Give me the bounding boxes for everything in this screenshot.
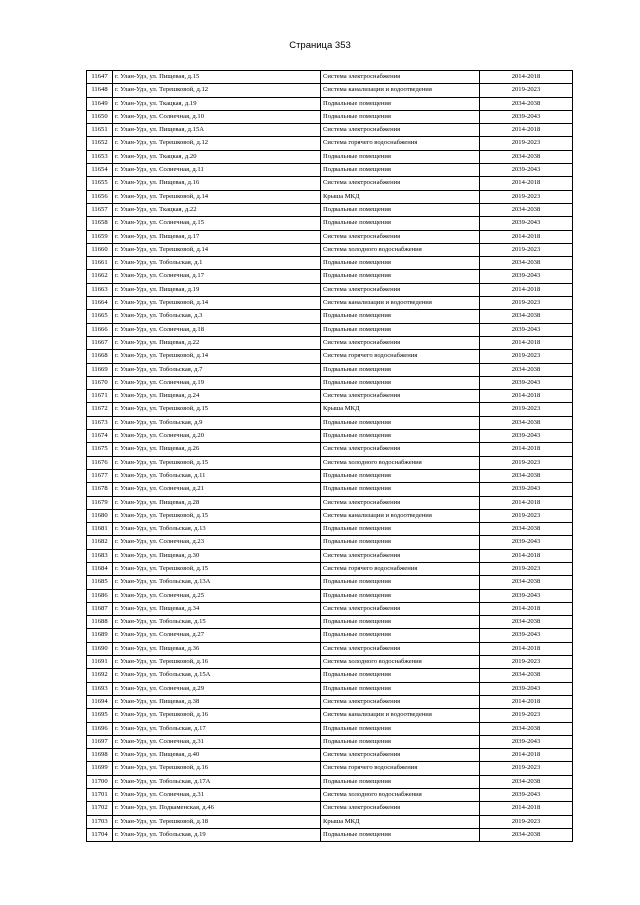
row-number-cell: 11648 [87,84,113,97]
address-cell: г. Улан-Удэ, ул. Пищевая, д.17 [113,230,321,243]
row-number-cell: 11659 [87,230,113,243]
row-number-cell: 11650 [87,110,113,123]
table-row [87,323,573,336]
system-cell: Система электроснабжения [321,71,480,84]
row-number-cell: 11652 [87,137,113,150]
system-cell: Подвальные помещения [321,523,480,536]
row-number-cell: 11685 [87,576,113,589]
table-row [87,403,573,416]
system-cell: Система холодного водоснабжения [321,656,480,669]
table-row [87,71,573,84]
table-row [87,642,573,655]
system-cell: Подвальные помещения [321,589,480,602]
system-cell: Подвальные помещения [321,616,480,629]
period-cell: 2014-2018 [480,283,573,296]
period-cell: 2034-2038 [480,363,573,376]
period-cell: 2039-2043 [480,682,573,695]
table-row [87,562,573,575]
address-cell: г. Улан-Удэ, ул. Ткацкая, д.19 [113,97,321,110]
table-row [87,709,573,722]
period-cell: 2034-2038 [480,616,573,629]
address-cell: г. Улан-Удэ, ул. Солнечная, д.31 [113,735,321,748]
table-row [87,656,573,669]
period-cell: 2039-2043 [480,483,573,496]
table-row [87,802,573,815]
row-number-cell: 11673 [87,416,113,429]
system-cell: Система электроснабжения [321,336,480,349]
address-cell: г. Улан-Удэ, ул. Солнечная, д.29 [113,682,321,695]
row-number-cell: 11674 [87,430,113,443]
address-cell: г. Улан-Удэ, ул. Пищевая, д.15А [113,124,321,137]
address-cell: г. Улан-Удэ, ул. Солнечная, д.27 [113,629,321,642]
row-number-cell: 11689 [87,629,113,642]
system-cell: Подвальные помещения [321,430,480,443]
row-number-cell: 11661 [87,257,113,270]
system-cell: Подвальные помещения [321,363,480,376]
system-cell: Подвальные помещения [321,576,480,589]
period-cell: 2019-2023 [480,456,573,469]
address-cell: г. Улан-Удэ, ул. Ткацкая, д.22 [113,203,321,216]
address-cell: г. Улан-Удэ, ул. Солнечная, д.15 [113,217,321,230]
system-cell: Крыша МКД [321,403,480,416]
system-cell: Система холодного водоснабжения [321,789,480,802]
period-cell: 2019-2023 [480,350,573,363]
row-number-cell: 11677 [87,469,113,482]
table-row [87,509,573,522]
system-cell: Система электроснабжения [321,230,480,243]
row-number-cell: 11678 [87,483,113,496]
table-row [87,682,573,695]
row-number-cell: 11654 [87,164,113,177]
system-cell: Подвальные помещения [321,217,480,230]
address-cell: г. Улан-Удэ, ул. Тобольская, д.15А [113,669,321,682]
period-cell: 2039-2043 [480,323,573,336]
period-cell: 2019-2023 [480,656,573,669]
row-number-cell: 11692 [87,669,113,682]
table-row [87,203,573,216]
table-row [87,523,573,536]
page-number-header: Страница 353 [289,40,351,51]
table-row [87,456,573,469]
system-cell: Система электроснабжения [321,749,480,762]
table-row [87,549,573,562]
row-number-cell: 11704 [87,828,113,841]
system-cell: Подвальные помещения [321,536,480,549]
table-row [87,828,573,841]
address-cell: г. Улан-Удэ, ул. Солнечная, д.23 [113,536,321,549]
row-number-cell: 11671 [87,390,113,403]
address-cell: г. Улан-Удэ, ул. Пищевая, д.28 [113,496,321,509]
table-row [87,217,573,230]
address-cell: г. Улан-Удэ, ул. Терешковой, д.15 [113,456,321,469]
system-cell: Система электроснабжения [321,124,480,137]
address-cell: г. Улан-Удэ, ул. Пищевая, д.16 [113,177,321,190]
table-row [87,376,573,389]
period-cell: 2034-2038 [480,203,573,216]
row-number-cell: 11675 [87,443,113,456]
system-cell: Система холодного водоснабжения [321,456,480,469]
row-number-cell: 11686 [87,589,113,602]
period-cell: 2019-2023 [480,562,573,575]
period-cell: 2014-2018 [480,336,573,349]
table-row [87,815,573,828]
table-row [87,230,573,243]
period-cell: 2019-2023 [480,297,573,310]
system-cell: Подвальные помещения [321,669,480,682]
period-cell: 2034-2038 [480,310,573,323]
system-cell: Подвальные помещения [321,110,480,123]
system-cell: Подвальные помещения [321,416,480,429]
period-cell: 2039-2043 [480,430,573,443]
row-number-cell: 11682 [87,536,113,549]
address-cell: г. Улан-Удэ, ул. Пищевая, д.24 [113,390,321,403]
row-number-cell: 11656 [87,190,113,203]
address-cell: г. Улан-Удэ, ул. Терешковой, д.18 [113,815,321,828]
system-cell: Подвальные помещения [321,376,480,389]
system-cell: Подвальные помещения [321,629,480,642]
period-cell: 2014-2018 [480,71,573,84]
table-row [87,283,573,296]
period-cell: 2014-2018 [480,549,573,562]
system-cell: Система горячего водоснабжения [321,137,480,150]
table-row [87,695,573,708]
table-row [87,722,573,735]
address-cell: г. Улан-Удэ, ул. Тобольская, д.13А [113,576,321,589]
period-cell: 2019-2023 [480,137,573,150]
row-number-cell: 11687 [87,602,113,615]
address-cell: г. Улан-Удэ, ул. Терешковой, д.16 [113,709,321,722]
address-cell: г. Улан-Удэ, ул. Пищевая, д.30 [113,549,321,562]
period-cell: 2014-2018 [480,390,573,403]
table-row [87,84,573,97]
row-number-cell: 11649 [87,97,113,110]
row-number-cell: 11655 [87,177,113,190]
row-number-cell: 11703 [87,815,113,828]
address-cell: г. Улан-Удэ, ул. Солнечная, д.10 [113,110,321,123]
address-cell: г. Улан-Удэ, ул. Солнечная, д.17 [113,270,321,283]
table-row [87,310,573,323]
period-cell: 2019-2023 [480,84,573,97]
row-number-cell: 11699 [87,762,113,775]
table-row [87,483,573,496]
row-number-cell: 11702 [87,802,113,815]
system-cell: Система электроснабжения [321,443,480,456]
period-cell: 2014-2018 [480,642,573,655]
period-cell: 2014-2018 [480,602,573,615]
address-cell: г. Улан-Удэ, ул. Пищевая, д.34 [113,602,321,615]
system-cell: Подвальные помещения [321,257,480,270]
period-cell: 2019-2023 [480,190,573,203]
table-row [87,430,573,443]
row-number-cell: 11658 [87,217,113,230]
table-row [87,576,573,589]
system-cell: Подвальные помещения [321,203,480,216]
row-number-cell: 11651 [87,124,113,137]
table-row [87,602,573,615]
period-cell: 2039-2043 [480,164,573,177]
period-cell: 2039-2043 [480,589,573,602]
row-number-cell: 11701 [87,789,113,802]
system-cell: Подвальные помещения [321,828,480,841]
period-cell: 2039-2043 [480,536,573,549]
row-number-cell: 11667 [87,336,113,349]
table-row [87,150,573,163]
system-cell: Подвальные помещения [321,164,480,177]
address-cell: г. Улан-Удэ, ул. Пищевая, д.26 [113,443,321,456]
address-cell: г. Улан-Удэ, ул. Тобольская, д.15 [113,616,321,629]
system-cell: Подвальные помещения [321,722,480,735]
address-cell: г. Улан-Удэ, ул. Пищевая, д.22 [113,336,321,349]
period-cell: 2034-2038 [480,669,573,682]
table-row [87,270,573,283]
row-number-cell: 11664 [87,297,113,310]
address-cell: г. Улан-Удэ, ул. Солнечная, д.31 [113,789,321,802]
table-row [87,536,573,549]
row-number-cell: 11676 [87,456,113,469]
address-cell: г. Улан-Удэ, ул. Солнечная, д.11 [113,164,321,177]
row-number-cell: 11700 [87,775,113,788]
table-row [87,363,573,376]
period-cell: 2014-2018 [480,802,573,815]
row-number-cell: 11693 [87,682,113,695]
table-row [87,124,573,137]
table-row [87,616,573,629]
row-number-cell: 11653 [87,150,113,163]
table-row [87,669,573,682]
system-cell: Система холодного водоснабжения [321,243,480,256]
registry-table-body [87,71,573,842]
address-cell: г. Улан-Удэ, ул. Терешковой, д.15 [113,562,321,575]
row-number-cell: 11657 [87,203,113,216]
table-row [87,416,573,429]
address-cell: г. Улан-Удэ, ул. Пищевая, д.19 [113,283,321,296]
row-number-cell: 11681 [87,523,113,536]
system-cell: Подвальные помещения [321,270,480,283]
period-cell: 2014-2018 [480,443,573,456]
system-cell: Система электроснабжения [321,602,480,615]
row-number-cell: 11668 [87,350,113,363]
period-cell: 2034-2038 [480,576,573,589]
period-cell: 2039-2043 [480,735,573,748]
address-cell: г. Улан-Удэ, ул. Солнечная, д.25 [113,589,321,602]
row-number-cell: 11647 [87,71,113,84]
address-cell: г. Улан-Удэ, ул. Солнечная, д.18 [113,323,321,336]
period-cell: 2034-2038 [480,469,573,482]
address-cell: г. Улан-Удэ, ул. Терешковой, д.14 [113,190,321,203]
address-cell: г. Улан-Удэ, ул. Тобольская, д.3 [113,310,321,323]
table-row [87,496,573,509]
system-cell: Система электроснабжения [321,283,480,296]
period-cell: 2034-2038 [480,775,573,788]
system-cell: Подвальные помещения [321,735,480,748]
registry-table [86,70,573,842]
address-cell: г. Улан-Удэ, ул. Терешковой, д.15 [113,403,321,416]
row-number-cell: 11690 [87,642,113,655]
system-cell: Система электроснабжения [321,177,480,190]
address-cell: г. Улан-Удэ, ул. Тобольская, д.1 [113,257,321,270]
address-cell: г. Улан-Удэ, ул. Тобольская, д.13 [113,523,321,536]
table-row [87,469,573,482]
table-row [87,177,573,190]
row-number-cell: 11697 [87,735,113,748]
system-cell: Подвальные помещения [321,775,480,788]
address-cell: г. Улан-Удэ, ул. Терешковой, д.16 [113,656,321,669]
period-cell: 2014-2018 [480,496,573,509]
period-cell: 2039-2043 [480,629,573,642]
address-cell: г. Улан-Удэ, ул. Тобольская, д.17А [113,775,321,788]
period-cell: 2019-2023 [480,509,573,522]
period-cell: 2039-2043 [480,110,573,123]
row-number-cell: 11672 [87,403,113,416]
period-cell: 2019-2023 [480,243,573,256]
system-cell: Подвальные помещения [321,310,480,323]
system-cell: Подвальные помещения [321,469,480,482]
period-cell: 2039-2043 [480,376,573,389]
system-cell: Система горячего водоснабжения [321,762,480,775]
row-number-cell: 11662 [87,270,113,283]
system-cell: Система канализации и водоотведения [321,297,480,310]
period-cell: 2034-2038 [480,828,573,841]
table-row [87,775,573,788]
address-cell: г. Улан-Удэ, ул. Ткацкая, д.20 [113,150,321,163]
period-cell: 2034-2038 [480,97,573,110]
address-cell: г. Улан-Удэ, ул. Терешковой, д.12 [113,137,321,150]
address-cell: г. Улан-Удэ, ул. Пищевая, д.38 [113,695,321,708]
system-cell: Система канализации и водоотведения [321,509,480,522]
period-cell: 2014-2018 [480,230,573,243]
period-cell: 2014-2018 [480,124,573,137]
row-number-cell: 11695 [87,709,113,722]
table-row [87,110,573,123]
system-cell: Подвальные помещения [321,483,480,496]
row-number-cell: 11670 [87,376,113,389]
system-cell: Система электроснабжения [321,549,480,562]
table-row [87,137,573,150]
system-cell: Система электроснабжения [321,695,480,708]
address-cell: г. Улан-Удэ, ул. Тобольская, д.7 [113,363,321,376]
table-row [87,443,573,456]
address-cell: г. Улан-Удэ, ул. Тобольская, д.11 [113,469,321,482]
table-row [87,97,573,110]
system-cell: Крыша МКД [321,190,480,203]
row-number-cell: 11663 [87,283,113,296]
row-number-cell: 11698 [87,749,113,762]
table-row [87,164,573,177]
table-row [87,257,573,270]
system-cell: Система электроснабжения [321,642,480,655]
period-cell: 2034-2038 [480,416,573,429]
table-row [87,789,573,802]
address-cell: г. Улан-Удэ, ул. Тобольская, д.19 [113,828,321,841]
system-cell: Система канализации и водоотведения [321,709,480,722]
address-cell: г. Улан-Удэ, ул. Терешковой, д.14 [113,243,321,256]
row-number-cell: 11694 [87,695,113,708]
row-number-cell: 11683 [87,549,113,562]
address-cell: г. Улан-Удэ, ул. Тобольская, д.9 [113,416,321,429]
system-cell: Система электроснабжения [321,390,480,403]
row-number-cell: 11696 [87,722,113,735]
table-row [87,243,573,256]
period-cell: 2034-2038 [480,150,573,163]
address-cell: г. Улан-Удэ, ул. Пищевая, д.40 [113,749,321,762]
address-cell: г. Улан-Удэ, ул. Подкаменская, д.46 [113,802,321,815]
table-row [87,190,573,203]
period-cell: 2039-2043 [480,789,573,802]
table-row [87,735,573,748]
address-cell: г. Улан-Удэ, ул. Солнечная, д.21 [113,483,321,496]
address-cell: г. Улан-Удэ, ул. Пищевая, д.36 [113,642,321,655]
period-cell: 2014-2018 [480,177,573,190]
table-row [87,762,573,775]
row-number-cell: 11680 [87,509,113,522]
address-cell: г. Улан-Удэ, ул. Терешковой, д.14 [113,350,321,363]
row-number-cell: 11688 [87,616,113,629]
system-cell: Система канализации и водоотведения [321,84,480,97]
table-row [87,350,573,363]
row-number-cell: 11665 [87,310,113,323]
system-cell: Подвальные помещения [321,97,480,110]
period-cell: 2019-2023 [480,815,573,828]
row-number-cell: 11666 [87,323,113,336]
system-cell: Подвальные помещения [321,682,480,695]
address-cell: г. Улан-Удэ, ул. Терешковой, д.16 [113,762,321,775]
table-row [87,749,573,762]
system-cell: Подвальные помещения [321,323,480,336]
table-row [87,629,573,642]
row-number-cell: 11660 [87,243,113,256]
table-row [87,390,573,403]
system-cell: Система электроснабжения [321,802,480,815]
address-cell: г. Улан-Удэ, ул. Терешковой, д.15 [113,509,321,522]
table-row [87,297,573,310]
address-cell: г. Улан-Удэ, ул. Солнечная, д.20 [113,430,321,443]
period-cell: 2039-2043 [480,270,573,283]
address-cell: г. Улан-Удэ, ул. Терешковой, д.12 [113,84,321,97]
address-cell: г. Улан-Удэ, ул. Тобольская, д.17 [113,722,321,735]
system-cell: Система электроснабжения [321,496,480,509]
system-cell: Крыша МКД [321,815,480,828]
row-number-cell: 11679 [87,496,113,509]
row-number-cell: 11684 [87,562,113,575]
period-cell: 2019-2023 [480,403,573,416]
address-cell: г. Улан-Удэ, ул. Терешковой, д.14 [113,297,321,310]
row-number-cell: 11691 [87,656,113,669]
period-cell: 2034-2038 [480,257,573,270]
period-cell: 2014-2018 [480,749,573,762]
period-cell: 2039-2043 [480,217,573,230]
period-cell: 2019-2023 [480,709,573,722]
period-cell: 2034-2038 [480,523,573,536]
period-cell: 2019-2023 [480,762,573,775]
address-cell: г. Улан-Удэ, ул. Солнечная, д.19 [113,376,321,389]
period-cell: 2014-2018 [480,695,573,708]
system-cell: Подвальные помещения [321,150,480,163]
system-cell: Система горячего водоснабжения [321,562,480,575]
table-row [87,336,573,349]
address-cell: г. Улан-Удэ, ул. Пищевая, д.15 [113,71,321,84]
period-cell: 2034-2038 [480,722,573,735]
table-row [87,589,573,602]
system-cell: Система горячего водоснабжения [321,350,480,363]
row-number-cell: 11669 [87,363,113,376]
